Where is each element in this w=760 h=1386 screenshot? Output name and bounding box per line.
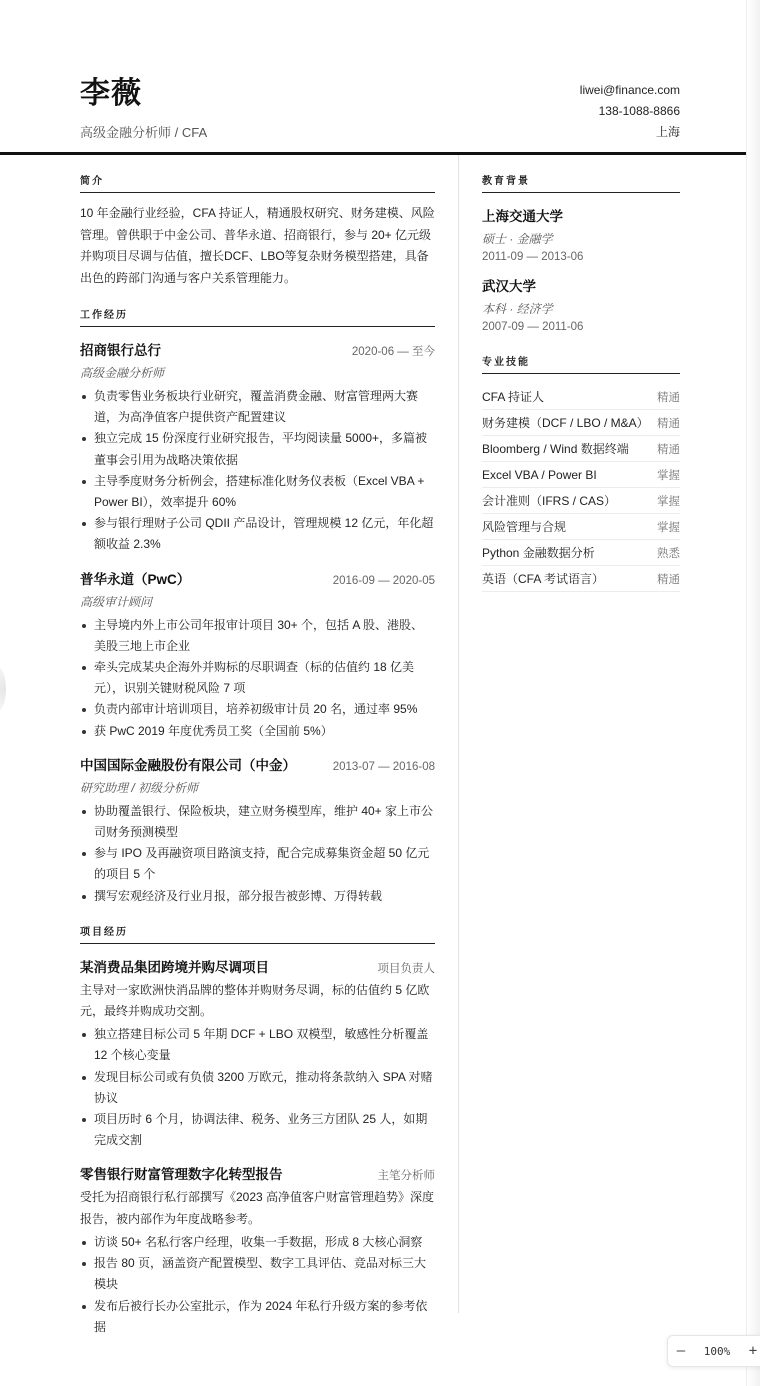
- education-period: 2011-09 — 2013-06: [482, 251, 584, 263]
- bullet-item: 参与银行理财子公司 QDII 产品设计，管理规模 12 亿元，年化超额收益 2.3%: [80, 513, 435, 555]
- bullet-item: 参与 IPO 及再融资项目路演支持，配合完成募集资金超 50 亿元的项目 5 个: [80, 843, 435, 885]
- job-bullets: [80, 386, 435, 556]
- resume-header: [80, 74, 680, 144]
- skill-name: Python 金融数据分析: [482, 546, 595, 560]
- zoom-level: 100%: [703, 1344, 731, 1358]
- job-entry: [80, 754, 435, 907]
- column-divider: [458, 155, 459, 1313]
- job-role: 高级审计顾问: [80, 594, 153, 609]
- skill-name: 财务建模（DCF / LBO / M&A）: [482, 416, 649, 430]
- skill-row: [482, 462, 680, 488]
- skill-name: 风险管理与合规: [482, 520, 567, 534]
- zoom-in-button[interactable]: +: [748, 1343, 758, 1359]
- school-name: 武汉大学: [482, 279, 536, 294]
- zoom-out-button[interactable]: —: [676, 1343, 686, 1359]
- bullet-item: 独立完成 15 份深度行业研究报告，平均阅读量 5000+，多篇被董事会引用为战略决策依据: [80, 428, 435, 470]
- skills-list: [482, 384, 680, 592]
- bullet-item: 负责内部审计培训项目，培养初级审计员 20 名，通过率 95%: [80, 699, 435, 720]
- candidate-name: 李薇: [80, 77, 142, 110]
- job-period: 2013-07 — 2016-08: [332, 760, 435, 773]
- summary-text: 10 年金融行业经验，CFA 持证人，精通股权研究、财务建模、风险管理。曾供职于中金公司、普华永道、招商银行，参与 20+ 亿元级并购项目尽调与估值，擅长DCF、LBO等复杂财务模型搭建，具备出色的跨部门沟通与客户关系管理能力。: [80, 206, 435, 285]
- job-bullets: [80, 615, 435, 742]
- header-divider: [0, 152, 746, 155]
- skill-level: 掌握: [657, 469, 680, 482]
- project-name: 零售银行财富管理数字化转型报告: [80, 1167, 283, 1183]
- skill-row: [482, 410, 680, 436]
- project-bullets: [80, 1232, 435, 1338]
- skill-row: [482, 566, 680, 592]
- bullet-item: 撰写宏观经济及行业月报，部分报告被彭博、万得转载: [80, 886, 435, 907]
- side-column: [482, 172, 680, 592]
- bullet-item: 协助覆盖银行、保险板块，建立财务模型库，维护 40+ 家上市公司财务预测模型: [80, 801, 435, 843]
- degree: 硕士 · 金融学: [482, 232, 553, 246]
- school-name: 上海交通大学: [482, 209, 563, 224]
- zoom-control: [667, 1335, 760, 1367]
- skill-name: 英语（CFA 考试语言）: [482, 572, 605, 586]
- project-bullets: [80, 1024, 435, 1151]
- bullet-item: 获 PwC 2019 年度优秀员工奖（全国前 5%）: [80, 721, 435, 742]
- contact-phone: 138-1088-8866: [598, 104, 680, 118]
- section-title-summary: 简介: [80, 172, 435, 193]
- job-company: 中国国际金融股份有限公司（中金）: [80, 757, 296, 773]
- skill-level: 熟悉: [657, 547, 680, 560]
- skill-row: [482, 384, 680, 410]
- skill-level: 掌握: [657, 521, 680, 534]
- bullet-item: 主导境内外上市公司年报审计项目 30+ 个，包括 A 股、港股、美股三地上市企业: [80, 615, 435, 657]
- skill-name: Excel VBA / Power BI: [482, 467, 597, 482]
- main-column: [80, 172, 435, 1338]
- project-name: 某消费品集团跨境并购尽调项目: [80, 959, 269, 975]
- skill-name: Bloomberg / Wind 数据终端: [482, 442, 629, 456]
- job-role: 研究助理 / 初级分析师: [80, 780, 199, 795]
- skill-level: 精通: [657, 443, 680, 456]
- skill-name: CFA 持证人: [482, 390, 545, 404]
- education-entry: [482, 275, 680, 333]
- page-shadow: [0, 665, 6, 713]
- job-period: 2016-09 — 2020-05: [332, 574, 435, 587]
- candidate-title: 高级金融分析师 / CFA: [80, 125, 208, 140]
- page-edge: [746, 0, 760, 1386]
- project-entry: [80, 1163, 435, 1337]
- job-bullets: [80, 801, 435, 907]
- degree: 本科 · 经济学: [482, 302, 553, 316]
- skill-name: 会计准则（IFRS / CAS）: [482, 494, 617, 508]
- skill-row: [482, 514, 680, 540]
- project-description: 主导对一家欧洲快消品牌的整体并购财务尽调，标的估值约 5 亿欧元，最终并购成功交割。: [80, 982, 430, 1019]
- job-period: 2020-06 — 至今: [351, 346, 435, 358]
- contact-location: 上海: [655, 125, 680, 139]
- job-company: 普华永道（PwC）: [80, 571, 191, 587]
- contact-info: [580, 80, 680, 143]
- skill-level: 精通: [657, 417, 680, 430]
- job-entry: [80, 339, 435, 556]
- bullet-item: 访谈 50+ 名私行客户经理，收集一手数据，形成 8 大核心洞察: [80, 1232, 435, 1253]
- skill-row: [482, 488, 680, 514]
- skill-row: [482, 436, 680, 462]
- project-description: 受托为招商银行私行部撰写《2023 高净值客户财富管理趋势》深度报告，被内部作为年度战略参考。: [80, 1190, 435, 1226]
- bullet-item: 报告 80 页，涵盖资产配置模型、数字工具评估、竞品对标三大模块: [80, 1253, 435, 1295]
- section-title-experience: 工作经历: [80, 306, 435, 327]
- skill-row: [482, 540, 680, 566]
- skill-level: 精通: [657, 573, 680, 586]
- project-entry: [80, 956, 435, 1152]
- skill-level: 精通: [657, 391, 680, 404]
- project-role: 项目负责人: [377, 962, 435, 975]
- job-company: 招商银行总行: [80, 343, 161, 358]
- job-role: 高级金融分析师: [80, 366, 165, 380]
- section-title-education: 教育背景: [482, 172, 680, 193]
- contact-email: liwei@finance.com: [579, 83, 680, 97]
- bullet-item: 项目历时 6 个月，协调法律、税务、业务三方团队 25 人，如期完成交割: [80, 1109, 435, 1151]
- job-entry: [80, 568, 435, 742]
- bullet-item: 主导季度财务分析例会，搭建标准化财务仪表板（Excel VBA + Power BI），效率提升 60%: [80, 471, 435, 513]
- section-title-skills: 专业技能: [482, 353, 680, 374]
- section-title-projects: 项目经历: [80, 923, 435, 944]
- bullet-item: 发现目标公司或有负债 3200 万欧元，推动将条款纳入 SPA 对赌协议: [80, 1067, 435, 1109]
- education-entry: [482, 205, 680, 263]
- bullet-item: 独立搭建目标公司 5 年期 DCF + LBO 双模型，敏感性分析覆盖 12 个核心变量: [80, 1024, 435, 1066]
- education-period: 2007-09 — 2011-06: [482, 321, 584, 333]
- bullet-item: 负责零售业务板块行业研究，覆盖消费金融、财富管理两大赛道，为高净值客户提供资产配置建议: [80, 386, 435, 428]
- skill-level: 掌握: [657, 495, 680, 508]
- bullet-item: 发布后被行长办公室批示，作为 2024 年私行升级方案的参考依据: [80, 1296, 435, 1338]
- bullet-item: 牵头完成某央企海外并购标的尽职调查（标的估值约 18 亿美元），识别关键财税风险 7 项: [80, 657, 435, 699]
- project-role: 主笔分析师: [377, 1170, 435, 1183]
